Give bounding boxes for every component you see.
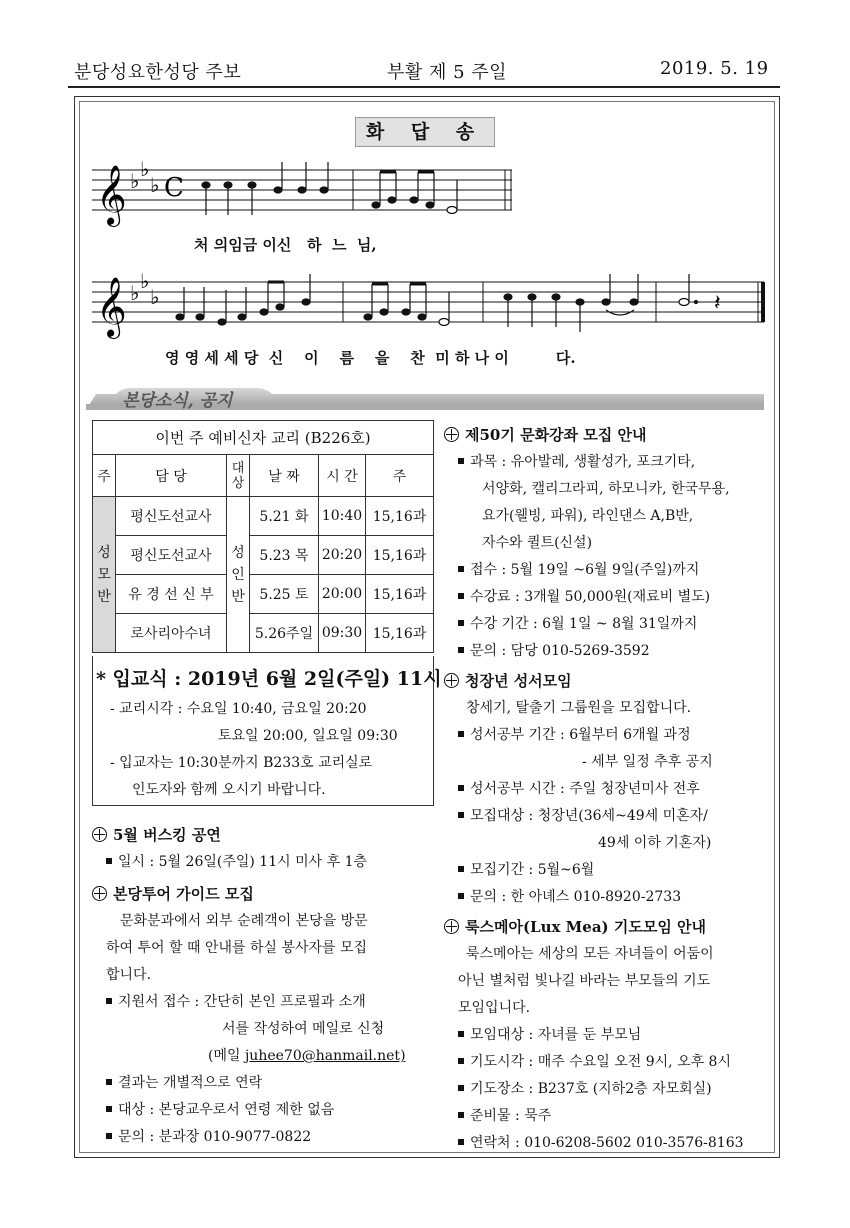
entrance-note-2: 인도자와 함께 오시기 바랍니다.: [132, 782, 326, 798]
date-cell: 5.23 목: [250, 536, 319, 575]
svg-text:♭: ♭: [130, 281, 140, 305]
bullet-icon: [106, 998, 112, 1004]
bulletin-name: 분당성요한성당 주보: [74, 62, 242, 83]
culture-subject: 과목 : 유아발레, 생활성가, 포크기타,: [458, 451, 695, 471]
bullet-icon: [106, 1106, 112, 1112]
email-link[interactable]: juhee70@hanmail.net): [244, 1048, 406, 1064]
youth-period: 성서공부 기간 : 6월부터 6개월 과정: [458, 724, 691, 744]
teacher-cell: 유 경 선 신 부: [116, 575, 227, 614]
svg-text:C: C: [164, 173, 184, 203]
bullet-icon: [458, 1112, 464, 1118]
luxmea-item: 기도장소 : B237호 (지하2층 자모회실): [458, 1078, 712, 1098]
bullet-icon: [458, 647, 464, 653]
bullet-icon: [106, 858, 112, 864]
youth-target-2: 49세 이하 기혼자): [598, 835, 712, 851]
culture-subject-2: 서양화, 캘리그라피, 하모니카, 한국무용,: [482, 481, 730, 497]
busking-item: 일시 : 5월 26일(주일) 11시 미사 후 1층: [106, 851, 367, 871]
tour-email: (메일 juhee70@hanmail.net): [208, 1048, 406, 1064]
culture-item: 수강 기간 : 6월 1일 ~ 8월 31일까지: [458, 613, 697, 633]
music-staff-2: [88, 262, 768, 342]
youth-target: 모집대상 : 청장년(36세~49세 미혼자/: [458, 805, 708, 825]
youth-time: 성서공부 시간 : 주일 청장년미사 전후: [458, 778, 700, 798]
col-header-time: 시 간: [319, 455, 366, 497]
class-times-2: 토요일 20:00, 일요일 09:30: [218, 728, 398, 744]
culture-item: 접수 : 5월 19일 ~6월 9일(주일)까지: [458, 559, 699, 579]
svg-text:♭: ♭: [140, 269, 150, 293]
section-title: 본당소식, 공지: [122, 391, 233, 411]
bullet-icon: [458, 593, 464, 599]
teacher-cell: 평신도선교사: [116, 497, 227, 536]
svg-text:𝄞: 𝄞: [96, 277, 127, 337]
svg-text:♭: ♭: [150, 173, 160, 197]
luxmea-para-1: 룩스메아는 세상의 모든 자녀들이 어둠이: [466, 946, 714, 962]
luxmea-item: 기도시각 : 매주 수요일 오전 9시, 오후 8시: [458, 1051, 731, 1071]
culture-item: 수강료 : 3개월 50,000원(재료비 별도): [458, 586, 710, 606]
music-staff-1: [88, 150, 518, 230]
bullet-icon: [458, 620, 464, 626]
bullet-icon: [458, 812, 464, 818]
date-cell: 5.26주일: [250, 614, 319, 653]
lyrics-line-1: 처 의임금 이신 하 느 님,: [194, 236, 377, 254]
luxmea-para-3: 모임입니다.: [458, 1000, 531, 1016]
catechism-schedule-table: [92, 420, 434, 653]
time-cell: 10:40: [319, 497, 366, 536]
youth-heading: 청장년 성서모임: [444, 670, 572, 691]
chapter-cell: 15,16과: [366, 497, 434, 536]
catechism-title: 이번 주 예비신자 교리 (B226호): [93, 421, 434, 455]
time-cell: 09:30: [319, 614, 366, 653]
col-header-week: 주: [93, 455, 116, 497]
tour-apply-2: 서를 작성하여 메일로 신청: [222, 1021, 385, 1037]
bulletin-date: 2019. 5. 19: [660, 58, 769, 79]
date-cell: 5.25 토: [250, 575, 319, 614]
culture-item: 문의 : 담당 010-5269-3592: [458, 640, 650, 660]
bullet-icon: [106, 1133, 112, 1139]
tour-para-2: 하여 투어 할 때 안내를 하실 봉사자를 모집: [106, 940, 368, 956]
header-rule: [68, 86, 780, 88]
circle-plus-icon: [444, 673, 459, 688]
circle-plus-icon: [444, 919, 459, 934]
chapter-cell: 15,16과: [366, 536, 434, 575]
svg-text:♭: ♭: [130, 169, 140, 193]
youth-intro: 창세기, 탈출기 그룹원을 모집합니다.: [466, 700, 692, 716]
chapter-cell: 15,16과: [366, 575, 434, 614]
luxmea-item: 모임대상 : 자녀를 둔 부모님: [458, 1024, 641, 1044]
entrance-ceremony: * 입교식 : 2019년 6월 2일(주일) 11시: [96, 668, 442, 690]
liturgical-day: 부활 제 5 주일: [387, 62, 508, 83]
youth-item: 모집기간 : 5월~6월: [458, 859, 594, 879]
circle-plus-icon: [92, 827, 107, 842]
busking-heading: 5월 버스킹 공연: [92, 824, 221, 845]
bullet-icon: [458, 731, 464, 737]
bullet-icon: [458, 1058, 464, 1064]
bullet-icon: [458, 866, 464, 872]
col-header-teacher: 담 당: [116, 455, 227, 497]
date-cell: 5.21 화: [250, 497, 319, 536]
target-label: 성인반: [227, 497, 250, 653]
table-row: [93, 536, 434, 575]
bullet-icon: [458, 893, 464, 899]
bullet-icon: [458, 1031, 464, 1037]
bullet-icon: [458, 1139, 464, 1145]
col-header-target: 대상: [227, 455, 250, 497]
circle-plus-icon: [444, 427, 459, 442]
entrance-note: - 입교자는 10:30분까지 B233호 교리실로: [110, 755, 373, 771]
col-header-chapter: 주: [366, 455, 434, 497]
tour-apply: 지원서 접수 : 간단히 본인 프로필과 소개: [106, 991, 366, 1011]
time-cell: 20:00: [319, 575, 366, 614]
class-times: - 교리시각 : 수요일 10:40, 금요일 20:20: [110, 701, 367, 717]
bullet-icon: [458, 785, 464, 791]
culture-subject-4: 자수와 퀼트(신설): [482, 535, 593, 551]
bullet-icon: [458, 458, 464, 464]
tour-item: 문의 : 분과장 010-9077-0822: [106, 1126, 311, 1146]
chapter-cell: 15,16과: [366, 614, 434, 653]
culture-subject-3: 요가(웰빙, 파워), 라인댄스 A,B반,: [482, 508, 694, 524]
luxmea-para-2: 아닌 별처럼 빛나길 바라는 부모들의 기도: [458, 973, 711, 989]
tour-item: 결과는 개별적으로 연락: [106, 1072, 262, 1092]
luxmea-item: 연락처 : 010-6208-5602 010-3576-8163: [458, 1132, 744, 1152]
culture-heading: 제50기 문화강좌 모집 안내: [444, 424, 646, 445]
tour-item: 대상 : 본당교우로서 연령 제한 없음: [106, 1099, 334, 1119]
time-cell: 20:20: [319, 536, 366, 575]
bullet-icon: [458, 566, 464, 572]
col-header-date: 날 짜: [250, 455, 319, 497]
teacher-cell: 평신도선교사: [116, 536, 227, 575]
teacher-cell: 로사리아수녀: [116, 614, 227, 653]
svg-text:♭: ♭: [140, 157, 150, 181]
tour-para-1: 문화분과에서 외부 순례객이 본당을 방문: [120, 913, 368, 929]
svg-text:♭: ♭: [150, 285, 160, 309]
responsorial-psalm-title: 화 답 송: [355, 117, 495, 147]
lyrics-line-2: 영 영 세 세 당 신 이 름 을 찬 미 하 나 이 다.: [165, 349, 576, 367]
luxmea-heading: 룩스메아(Lux Mea) 기도모임 안내: [444, 916, 706, 937]
group-label: 성모반: [93, 497, 116, 653]
svg-text:𝄞: 𝄞: [96, 165, 127, 225]
tour-heading: 본당투어 가이드 모집: [92, 883, 254, 904]
bullet-icon: [458, 1085, 464, 1091]
table-row: [93, 497, 434, 536]
table-row: [93, 575, 434, 614]
youth-period-2: - 세부 일정 추후 공지: [582, 754, 713, 770]
bullet-icon: [106, 1079, 112, 1085]
table-row: [93, 614, 434, 653]
svg-text:𝄽: 𝄽: [714, 291, 721, 316]
circle-plus-icon: [92, 886, 107, 901]
tour-para-3: 합니다.: [106, 967, 152, 983]
youth-item: 문의 : 한 아녜스 010-8920-2733: [458, 886, 681, 906]
luxmea-item: 준비물 : 묵주: [458, 1105, 551, 1125]
